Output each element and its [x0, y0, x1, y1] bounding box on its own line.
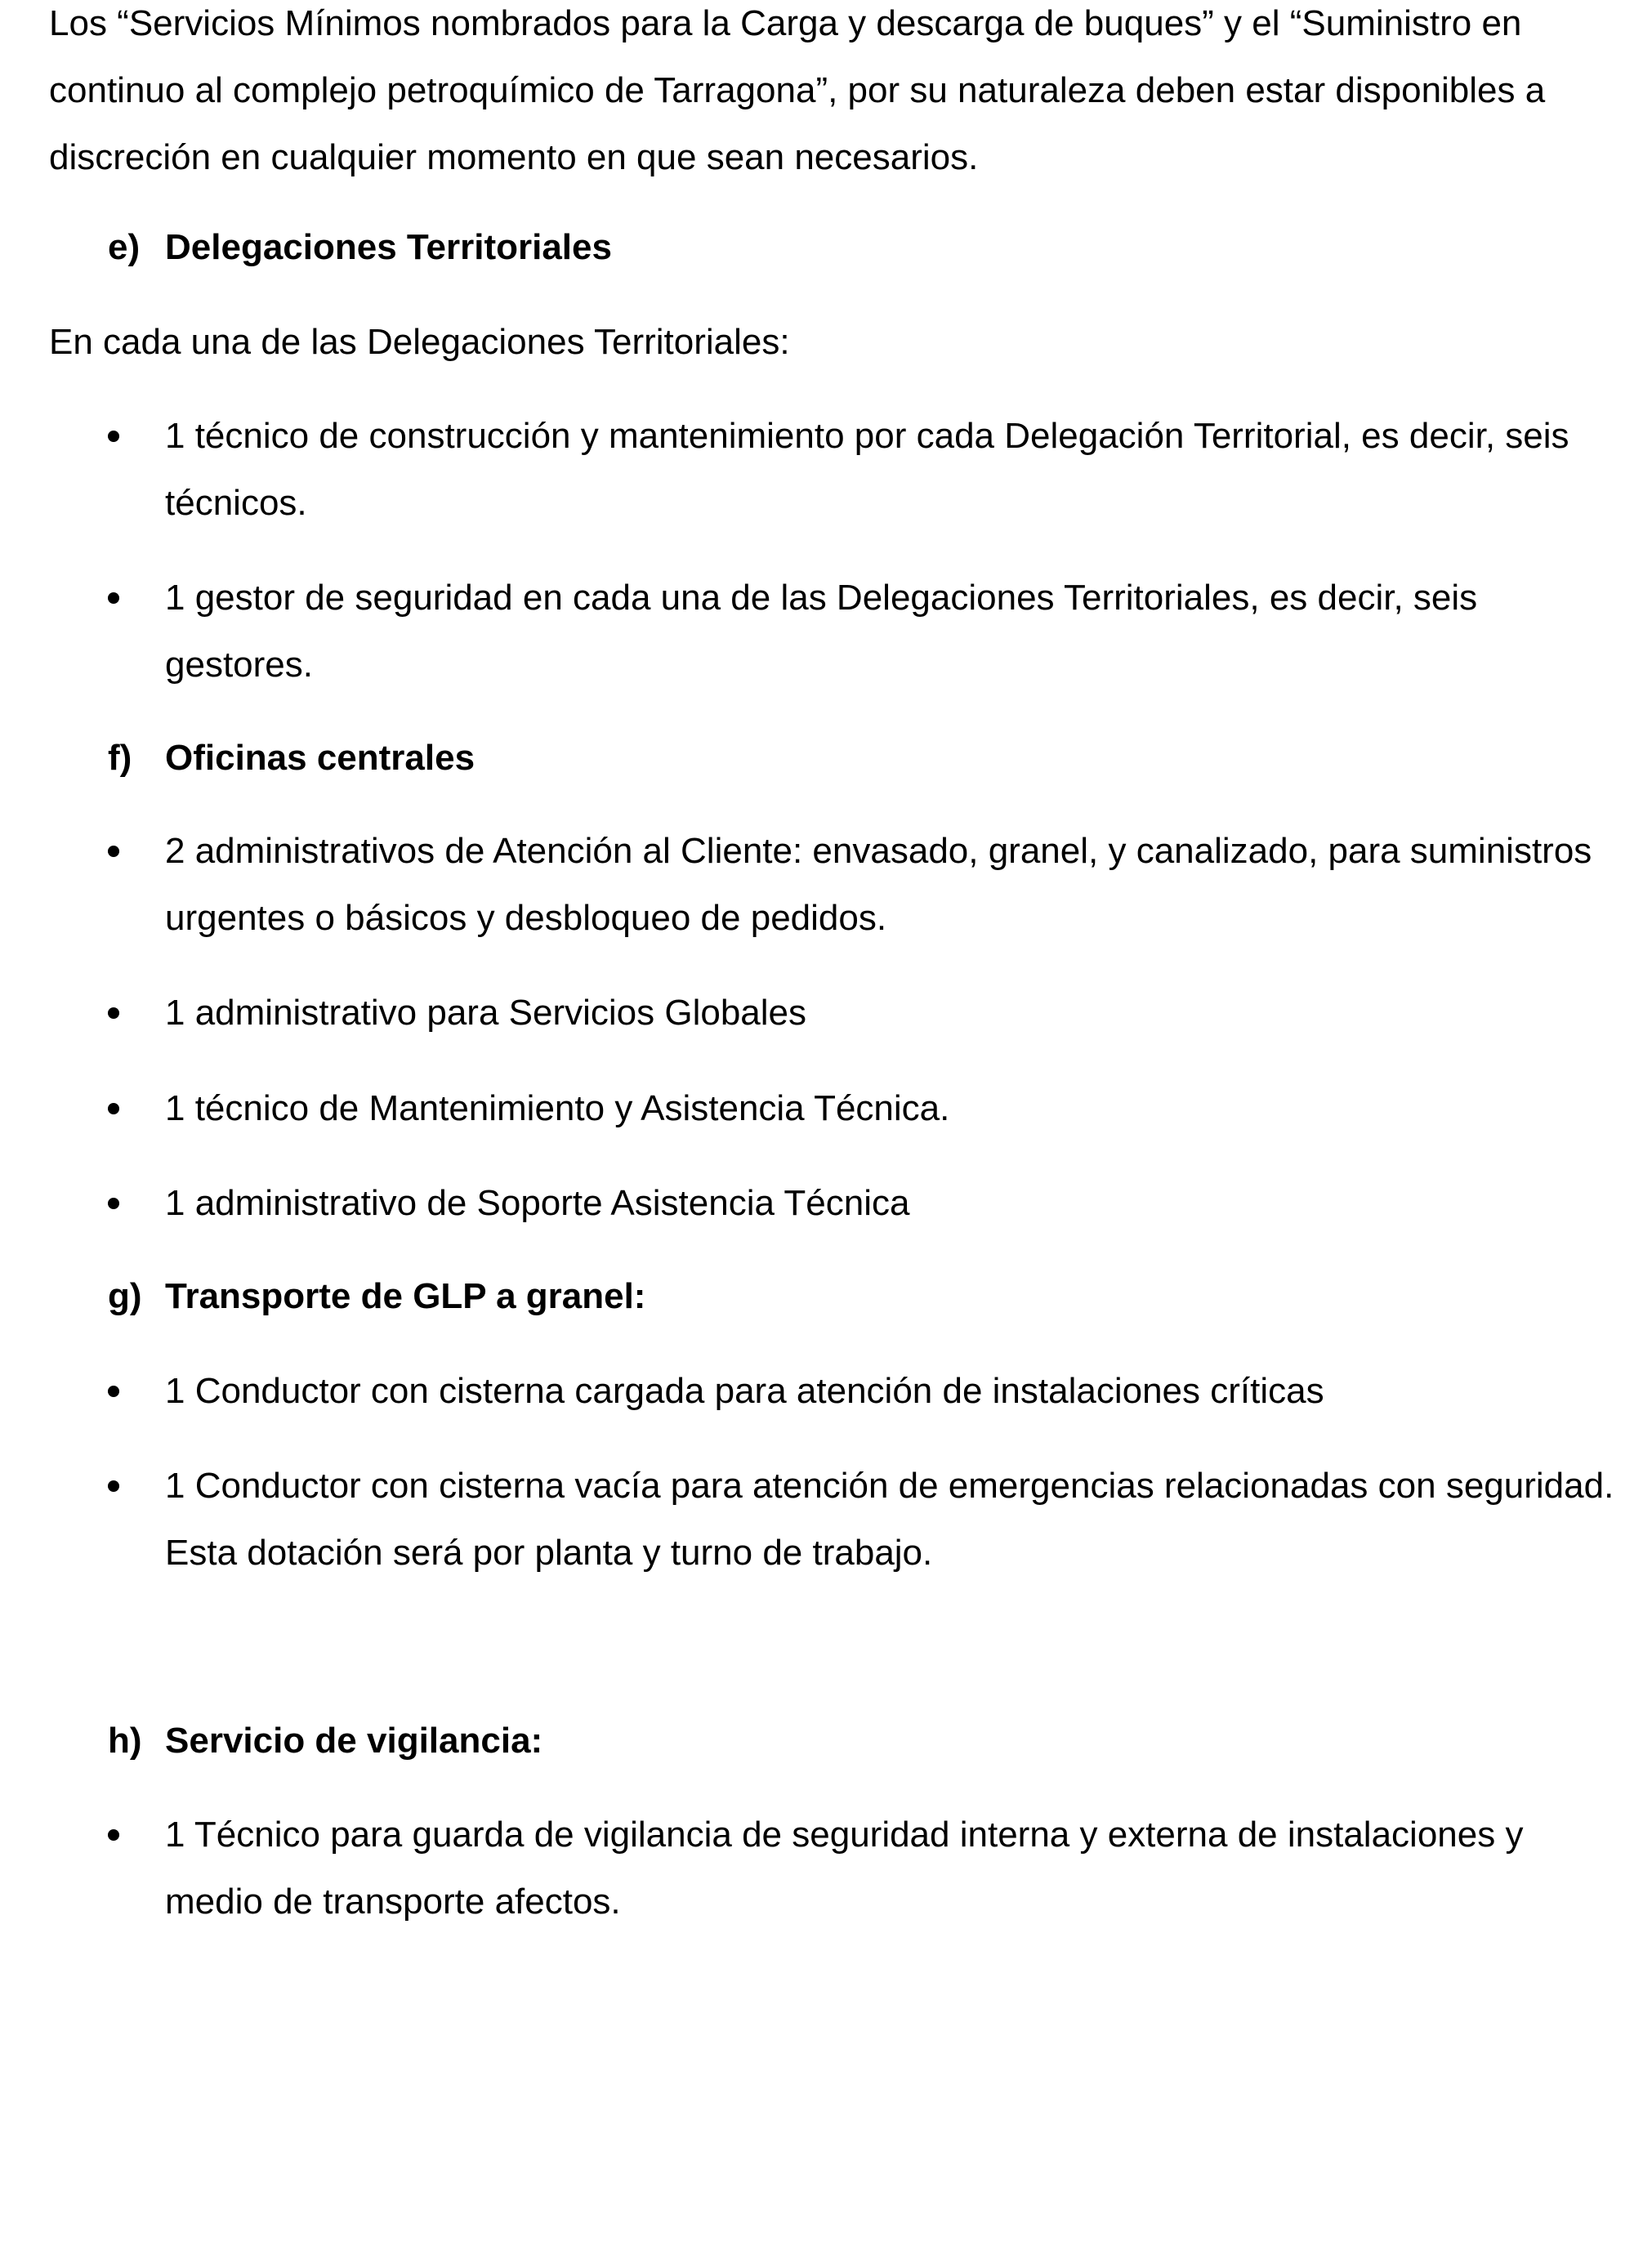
- section-g-heading: [108, 1263, 645, 1330]
- list-item-text: 1 administrativo de Soporte Asistencia Técnica: [165, 1183, 910, 1223]
- list-item: [108, 1453, 1619, 1587]
- bullet-icon: [108, 1829, 119, 1841]
- section-h-letter: h): [108, 1721, 142, 1761]
- section-h-title: Servicio de vigilancia:: [165, 1721, 543, 1761]
- list-item-text: 1 administrativo para Servicios Globales: [165, 993, 807, 1033]
- section-f-heading: [108, 725, 475, 792]
- list-item-text: 1 técnico de construcción y mantenimiento por cada Delegación Territorial, es decir, seis técnicos.: [165, 416, 1569, 523]
- intro-paragraph: Los “Servicios Mínimos nombrados para la Carga y descarga de buques” y el “Suministro en continuo al complejo petroquímico de Tarragona”, por su naturaleza deben estar disponibles a discreción en cualquier momento en que sean necesarios.: [49, 3, 1546, 177]
- section-e-title: Delegaciones Territoriales: [165, 227, 612, 267]
- list-item: [108, 980, 1619, 1047]
- section-g-letter: g): [108, 1276, 142, 1316]
- bullet-icon: [108, 1386, 119, 1397]
- list-item: [108, 1358, 1619, 1425]
- list-item-text: 2 administrativos de Atención al Cliente: envasado, granel, y canalizado, para suministros urgentes o básicos y desbloqueo de pedidos.: [165, 831, 1592, 938]
- list-item: [108, 1801, 1619, 1935]
- section-f-letter: f): [108, 738, 132, 778]
- bullet-icon: [108, 846, 119, 857]
- bullet-icon: [108, 1103, 119, 1114]
- list-item-text: 1 Conductor con cisterna cargada para atención de instalaciones críticas: [165, 1371, 1324, 1411]
- section-e-lead: En cada una de las Delegaciones Territoriales:: [49, 322, 790, 362]
- list-item: [108, 1170, 1619, 1237]
- list-item: [108, 403, 1619, 537]
- bullet-icon: [108, 592, 119, 604]
- list-item: [108, 1075, 1619, 1142]
- list-item: [108, 565, 1619, 699]
- section-e-letter: e): [108, 227, 141, 267]
- list-item-text: 1 Conductor con cisterna vacía para atención de emergencias relacionadas con seguridad. Esta dotación será por planta y turno de trabajo.: [165, 1466, 1614, 1573]
- list-item-text: 1 gestor de seguridad en cada una de las Delegaciones Territoriales, es decir, seis gestores.: [165, 578, 1478, 685]
- bullet-icon: [108, 1480, 119, 1492]
- bullet-icon: [108, 1198, 119, 1209]
- section-e-heading: [108, 214, 612, 281]
- section-f-title: Oficinas centrales: [165, 738, 475, 778]
- section-h-heading: [108, 1708, 542, 1775]
- bullet-icon: [108, 431, 119, 442]
- list-item-text: 1 Técnico para guarda de vigilancia de seguridad interna y externa de instalaciones y medio de transporte afectos.: [165, 1815, 1524, 1922]
- list-item-text: 1 técnico de Mantenimiento y Asistencia Técnica.: [165, 1088, 950, 1128]
- list-item: [108, 818, 1619, 952]
- section-g-title: Transporte de GLP a granel:: [165, 1276, 646, 1316]
- bullet-icon: [108, 1007, 119, 1019]
